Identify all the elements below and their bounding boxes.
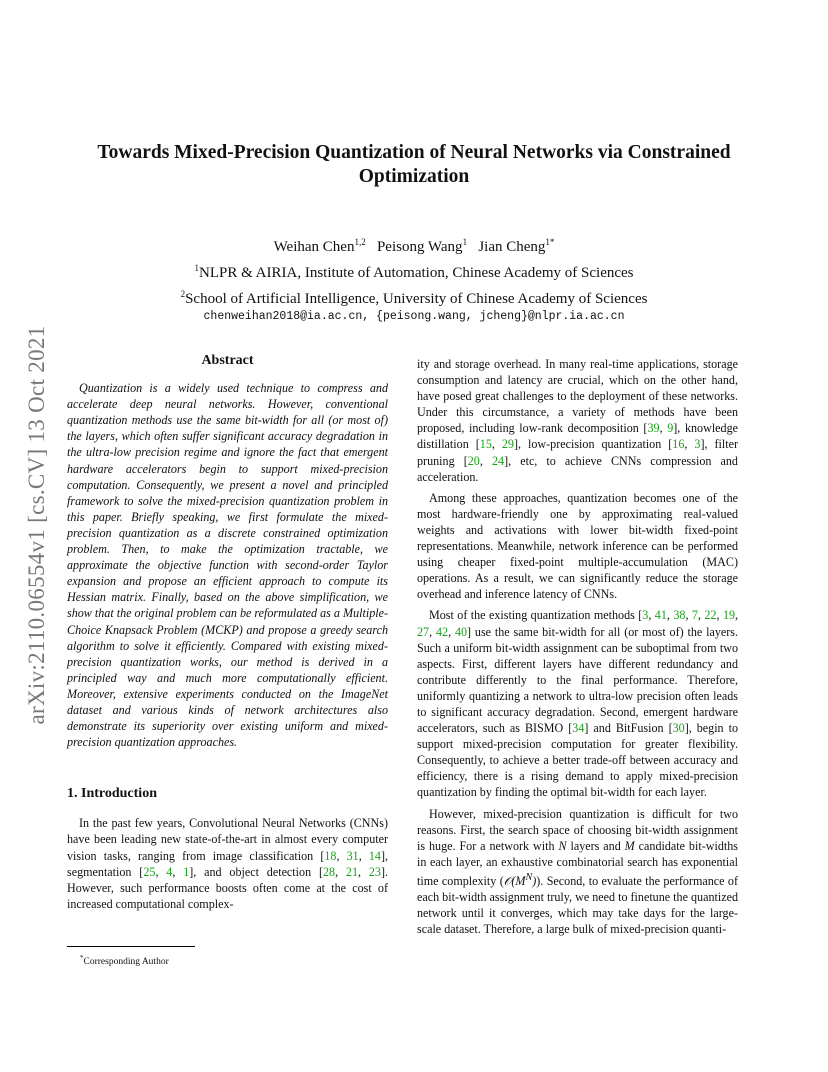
citation-link[interactable]: 31 bbox=[346, 848, 359, 863]
citation-link[interactable]: 42 bbox=[435, 624, 449, 639]
citation-link[interactable]: 18 bbox=[324, 848, 337, 863]
citation-link[interactable]: 41 bbox=[654, 608, 667, 623]
author-2: Peisong Wang bbox=[376, 239, 463, 255]
citation-link[interactable]: 28 bbox=[322, 864, 336, 879]
citation-link[interactable]: 16 bbox=[672, 437, 685, 452]
author-3: Jian Cheng bbox=[478, 239, 546, 255]
affiliation-1-text: NLPR & AIRIA, Institute of Automation, Chinese Academy of Sciences bbox=[198, 265, 634, 281]
author-3-sup: 1* bbox=[545, 237, 555, 247]
citation-link[interactable]: 22 bbox=[704, 608, 717, 623]
citation-link[interactable]: 25 bbox=[143, 864, 156, 879]
citation-link[interactable]: 9 bbox=[667, 421, 674, 436]
right-paragraph-2: Among these approaches, quantization becomes one of the most hardware-friendly one by approximating real-valued weights and activations with lower bit-width fixed-point representations. Meanwhile, network inference can be performed using cheaper fixed-point multiple-accumulation (MAC) operations. As a result, we can significantly reduce the storage overhead and inference latency of CNNs. bbox=[417, 490, 738, 602]
left-column bbox=[67, 353, 388, 912]
citation-link[interactable]: 24 bbox=[491, 453, 505, 468]
affiliation-2-text: School of Artificial Intelligence, University of Chinese Academy of Sciences bbox=[185, 291, 648, 307]
intro-paragraph-1: In the past few years, Convolutional Neural Networks (CNNs) have been leading new state-of-the-art in almost every computer vision tasks, ranging from image classification [18, 31, 14], segmentation [25, 4, 1], and object detection [28, 21, 23]. However, such performance boosts often come at the cost of increased computational complex- bbox=[67, 816, 389, 911]
right-paragraph-1: ity and storage overhead. In many real-time applications, storage consumption and latency are crucial, which on the other hand, have posed great challenges to the deployment of these networks. Under this circumstance, a variety of methods have been proposed, including low-rank decomposition [39, 9], knowledge distillation [15, 29], low-precision quantization [16, 3], filter pruning [20, 24], etc, to achieve CNNs compression and acceleration. bbox=[417, 357, 739, 484]
abstract-text: Quantization is a widely used technique to compress and accelerate deep neural networks. However, conventional quantization methods use the same bit-width for all (or most of) the layers, which often suffer significant accuracy degradation in the ultra-low precision regime and ignore the fact that emergent hardware accelerators begin to support mixed-precision computation. Consequently, we present a novel and principled framework to solve the mixed-precision quantization problem in this paper. Briefly speaking, we first formulate the mixed-precision quantization as a discrete constrained optimization problem. Then, to make the optimization tractable, we approximate the objective function with second-order Taylor expansion and propose an efficient approach to compute its Hessian matrix. Finally, based on the above simplification, we show that the original problem can be reformulated as a Multiple-Choice Knapsack Problem (MCKP) and propose a greedy search algorithm to solve it efficiently. Compared with existing mixed-precision quantization works, our method is derived in a principled way and much more computationally efficient. Moreover, extensive experiments conducted on the ImageNet dataset and various kinds of network architectures also demonstrate its superiority over existing uniform and mixed-precision quantization approaches. bbox=[67, 381, 388, 750]
footnote-mark: * bbox=[80, 954, 84, 962]
citation-link[interactable]: 3 bbox=[694, 437, 701, 452]
citation-link[interactable]: 20 bbox=[467, 453, 480, 468]
abstract-heading: Abstract bbox=[201, 353, 254, 368]
title-line-2: Optimization bbox=[358, 166, 470, 187]
footnote-divider bbox=[67, 946, 195, 947]
right-column bbox=[417, 356, 738, 937]
citation-link[interactable]: 15 bbox=[479, 437, 492, 452]
right-paragraph-3: Most of the existing quantization methods [3, 41, 38, 7, 22, 19, 27, 42, 40] use the same bit-width for all (or most of) the layers. Such a uniform bit-width assignment can be suboptimal from two aspects. First, different layers have different redundancy and contribute differently to the final performance. Therefore, uniformly quantizing a network to ultra-low precision often leads to significant accuracy degradation. Second, emergent hardware accelerators, such as BISMO [34] and BitFusion [30], begin to support mixed-precision computation for greater flexibility. Consequently, to achieve a better trade-off between accuracy and efficiency, there is a rising demand to apply mixed-precision quantization by finding the optimal bit-width for each layer. bbox=[417, 608, 739, 800]
introduction-heading: 1. Introduction bbox=[67, 786, 157, 802]
citation-link[interactable]: 40 bbox=[454, 624, 468, 639]
footnote bbox=[80, 952, 169, 968]
citation-link[interactable]: 19 bbox=[722, 608, 736, 623]
citation-link[interactable]: 1 bbox=[183, 864, 190, 879]
right-paragraph-4: However, mixed-precision quantization is difficult for two reasons. First, the search space of choosing bit-width assignment is huge. For a network with N layers and M candidate bit-widths in each layer, an exhaustive combinatorial search has exponential time complexity $(𝒪(M^N))$. Second, to evaluate the performance of each bit-width assignment truly, we need to finetune the quantized network until it converges, which may take days for the large-scale dataset. Therefore, a large bulk of mixed-precision quanti- bbox=[417, 806, 738, 937]
author-names bbox=[70, 232, 758, 258]
affiliation-1 bbox=[70, 258, 758, 284]
math-complexity: $𝒪(M^N)$ bbox=[503, 871, 537, 888]
author-1: Weihan Chen bbox=[273, 239, 355, 255]
citation-link[interactable]: 38 bbox=[673, 608, 686, 623]
citation-link[interactable]: 29 bbox=[501, 437, 514, 452]
citation-link[interactable]: 23 bbox=[368, 864, 381, 879]
author-1-sup: 1,2 bbox=[354, 237, 366, 247]
arxiv-stamp-text: arXiv:2110.06554v1 [cs.CV] 13 Oct 2021 bbox=[24, 325, 49, 725]
author-block bbox=[70, 232, 758, 324]
paper-title bbox=[70, 141, 758, 189]
citation-link[interactable]: 21 bbox=[345, 864, 359, 879]
citation-link[interactable]: 14 bbox=[368, 848, 381, 863]
citation-link[interactable]: 39 bbox=[647, 421, 660, 436]
math-n: N bbox=[558, 838, 567, 853]
math-m: M bbox=[624, 838, 635, 853]
author-2-sup: 1 bbox=[462, 237, 468, 247]
citation-link[interactable]: 7 bbox=[691, 608, 698, 623]
author-emails: chenweihan2018@ia.ac.cn, {peisong.wang, jcheng}@nlpr.ia.ac.cn bbox=[203, 310, 625, 323]
citation-link[interactable]: 30 bbox=[672, 721, 685, 736]
footnote-text: Corresponding Author bbox=[83, 957, 169, 968]
affiliation-2-sup: 2 bbox=[180, 289, 186, 299]
citation-link[interactable]: 27 bbox=[417, 624, 430, 639]
arxiv-stamp bbox=[22, 290, 52, 760]
affiliation-2 bbox=[70, 284, 758, 310]
citation-link[interactable]: 4 bbox=[166, 864, 173, 879]
citation-link[interactable]: 34 bbox=[572, 721, 585, 736]
citation-link[interactable]: 3 bbox=[642, 608, 649, 623]
affiliation-1-sup: 1 bbox=[194, 263, 199, 273]
title-line-1: Towards Mixed-Precision Quantization of Neural Networks via Constrained bbox=[97, 142, 731, 163]
